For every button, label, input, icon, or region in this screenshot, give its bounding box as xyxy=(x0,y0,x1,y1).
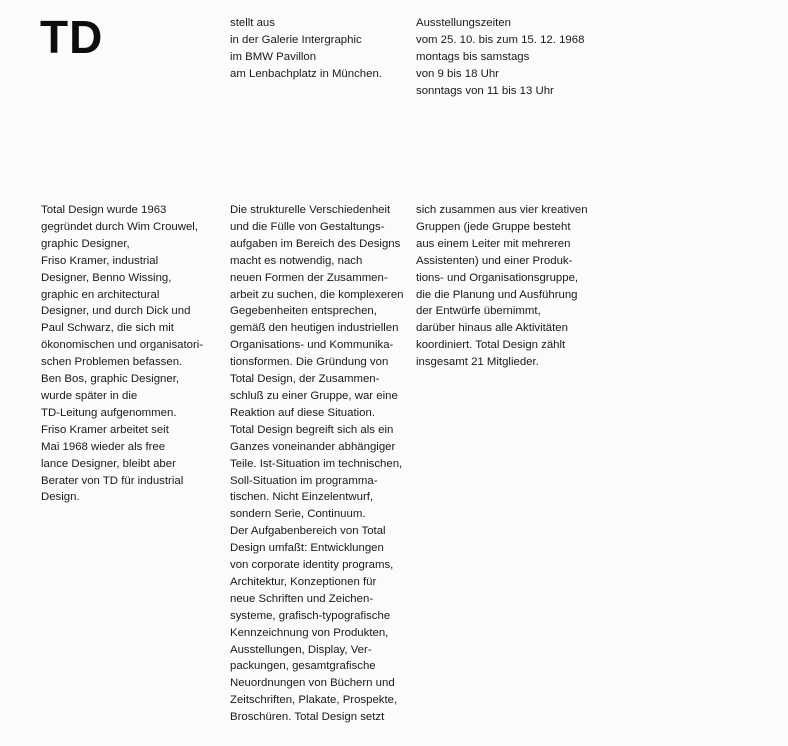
text-line: Design umfaßt: Entwicklungen xyxy=(230,542,384,555)
text-line: wurde später in die xyxy=(41,389,138,402)
text-line: Mai 1968 wieder als free xyxy=(41,440,166,453)
text-line: tionsformen. Die Gründung von xyxy=(230,356,389,369)
text-line: Ausstellungen, Display, Ver- xyxy=(230,643,372,656)
text-line: schluß zu einer Gruppe, war eine xyxy=(230,389,398,402)
text-line: darüber hinaus alle Aktivitäten xyxy=(416,322,568,335)
text-line: Paul Schwarz, die sich mit xyxy=(41,322,174,335)
text-line: Broschüren. Total Design setzt xyxy=(230,711,385,724)
text-line: sich zusammen aus vier kreativen xyxy=(416,204,588,216)
text-line: und die Fülle von Gestaltungs- xyxy=(230,220,385,233)
text-line: Designer, Benno Wissing, xyxy=(41,271,172,284)
text-line: Total Design, der Zusammen- xyxy=(230,373,380,386)
body-column-middle xyxy=(230,202,404,726)
text-line: gegründet durch Wim Crouwel, xyxy=(41,220,199,233)
text-line: von 9 bis 18 Uhr xyxy=(416,67,499,80)
text-line: tischen. Nicht Einzelentwurf, xyxy=(230,491,374,504)
body-column-left xyxy=(41,202,203,506)
text-line: sonntags von 11 bis 13 Uhr xyxy=(416,84,554,97)
text-line: graphic Designer, xyxy=(41,237,130,250)
text-line: graphic en architectural xyxy=(41,288,160,301)
text-line: gemäß den heutigen industriellen xyxy=(230,322,399,335)
text-line: Assistenten) und einer Produk- xyxy=(416,254,573,267)
text-line: neuen Formen der Zusammen- xyxy=(230,271,388,284)
text-line: TD-Leitung aufgenommen. xyxy=(41,406,177,419)
text-line: Total Design wurde 1963 xyxy=(41,204,167,216)
text-line: koordiniert. Total Design zählt xyxy=(416,339,566,352)
text-line: Ben Bos, graphic Designer, xyxy=(41,373,180,386)
text-line: Gruppen (jede Gruppe besteht xyxy=(416,220,571,233)
text-line: Architektur, Konzeptionen für xyxy=(230,575,377,588)
text-line: Friso Kramer arbeitet seit xyxy=(41,423,169,436)
text-line: von corporate identity programs, xyxy=(230,559,394,572)
td-logo: TD xyxy=(40,11,104,63)
text-line: Friso Kramer, industrial xyxy=(41,254,159,267)
text-line: Organisations- und Kommunika- xyxy=(230,339,394,352)
text-line: lance Designer, bleibt aber xyxy=(41,457,176,470)
text-line: ökonomischen und organisatori- xyxy=(41,339,204,352)
text-line: schen Problemen befassen. xyxy=(41,356,183,369)
text-line: aus einem Leiter mit mehreren xyxy=(416,237,571,250)
text-line: arbeit zu suchen, die komplexeren xyxy=(230,288,404,301)
text-line: im BMW Pavillon xyxy=(230,50,317,63)
text-line: Kennzeichnung von Produkten, xyxy=(230,626,389,639)
text-line: insgesamt 21 Mitglieder. xyxy=(416,356,539,369)
exhibition-info xyxy=(230,15,382,83)
text-line: Berater von TD für industrial xyxy=(41,474,184,487)
text-line: Teile. Ist-Situation im technischen, xyxy=(230,457,403,470)
text-line: Der Aufgabenbereich von Total xyxy=(230,525,386,538)
text-line: Ganzes voneinander abhängiger xyxy=(230,440,396,453)
text-line: macht es notwendig, nach xyxy=(230,254,363,267)
text-line: packungen, gesamtgrafische xyxy=(230,660,376,673)
text-line: die die Planung und Ausführung xyxy=(416,288,578,301)
text-line: Gegebenheiten entsprechen, xyxy=(230,305,377,318)
text-line: montags bis samstags xyxy=(416,50,530,63)
text-line: neue Schriften und Zeichen- xyxy=(230,592,374,605)
text-line: Reaktion auf diese Situation. xyxy=(230,406,376,419)
text-line: Zeitschriften, Plakate, Prospekte, xyxy=(230,694,398,707)
text-line: Neuordnungen von Büchern und xyxy=(230,677,395,690)
text-line: Total Design begreift sich als ein xyxy=(230,423,394,436)
text-line: Die strukturelle Verschiedenheit xyxy=(230,204,391,216)
text-line: stellt aus xyxy=(230,17,275,29)
text-line: tions- und Organisationsgruppe, xyxy=(416,271,579,284)
text-line: vom 25. 10. bis zum 15. 12. 1968 xyxy=(416,33,585,46)
text-line: Ausstellungszeiten xyxy=(416,17,511,29)
text-line: Soll-Situation im programma- xyxy=(230,474,378,487)
text-line: Design. xyxy=(41,491,80,504)
text-line: am Lenbachplatz in München. xyxy=(230,67,382,80)
text-line: aufgaben im Bereich des Designs xyxy=(230,237,401,250)
text-line: der Entwürfe übernimmt, xyxy=(416,305,541,318)
text-line: systeme, grafisch-typografische xyxy=(230,609,391,622)
text-line: in der Galerie Intergraphic xyxy=(230,33,362,46)
text-line: Designer, und durch Dick und xyxy=(41,305,191,318)
body-column-right xyxy=(416,202,588,371)
opening-hours xyxy=(416,15,584,100)
text-line: sondern Serie, Continuum. xyxy=(230,508,366,521)
